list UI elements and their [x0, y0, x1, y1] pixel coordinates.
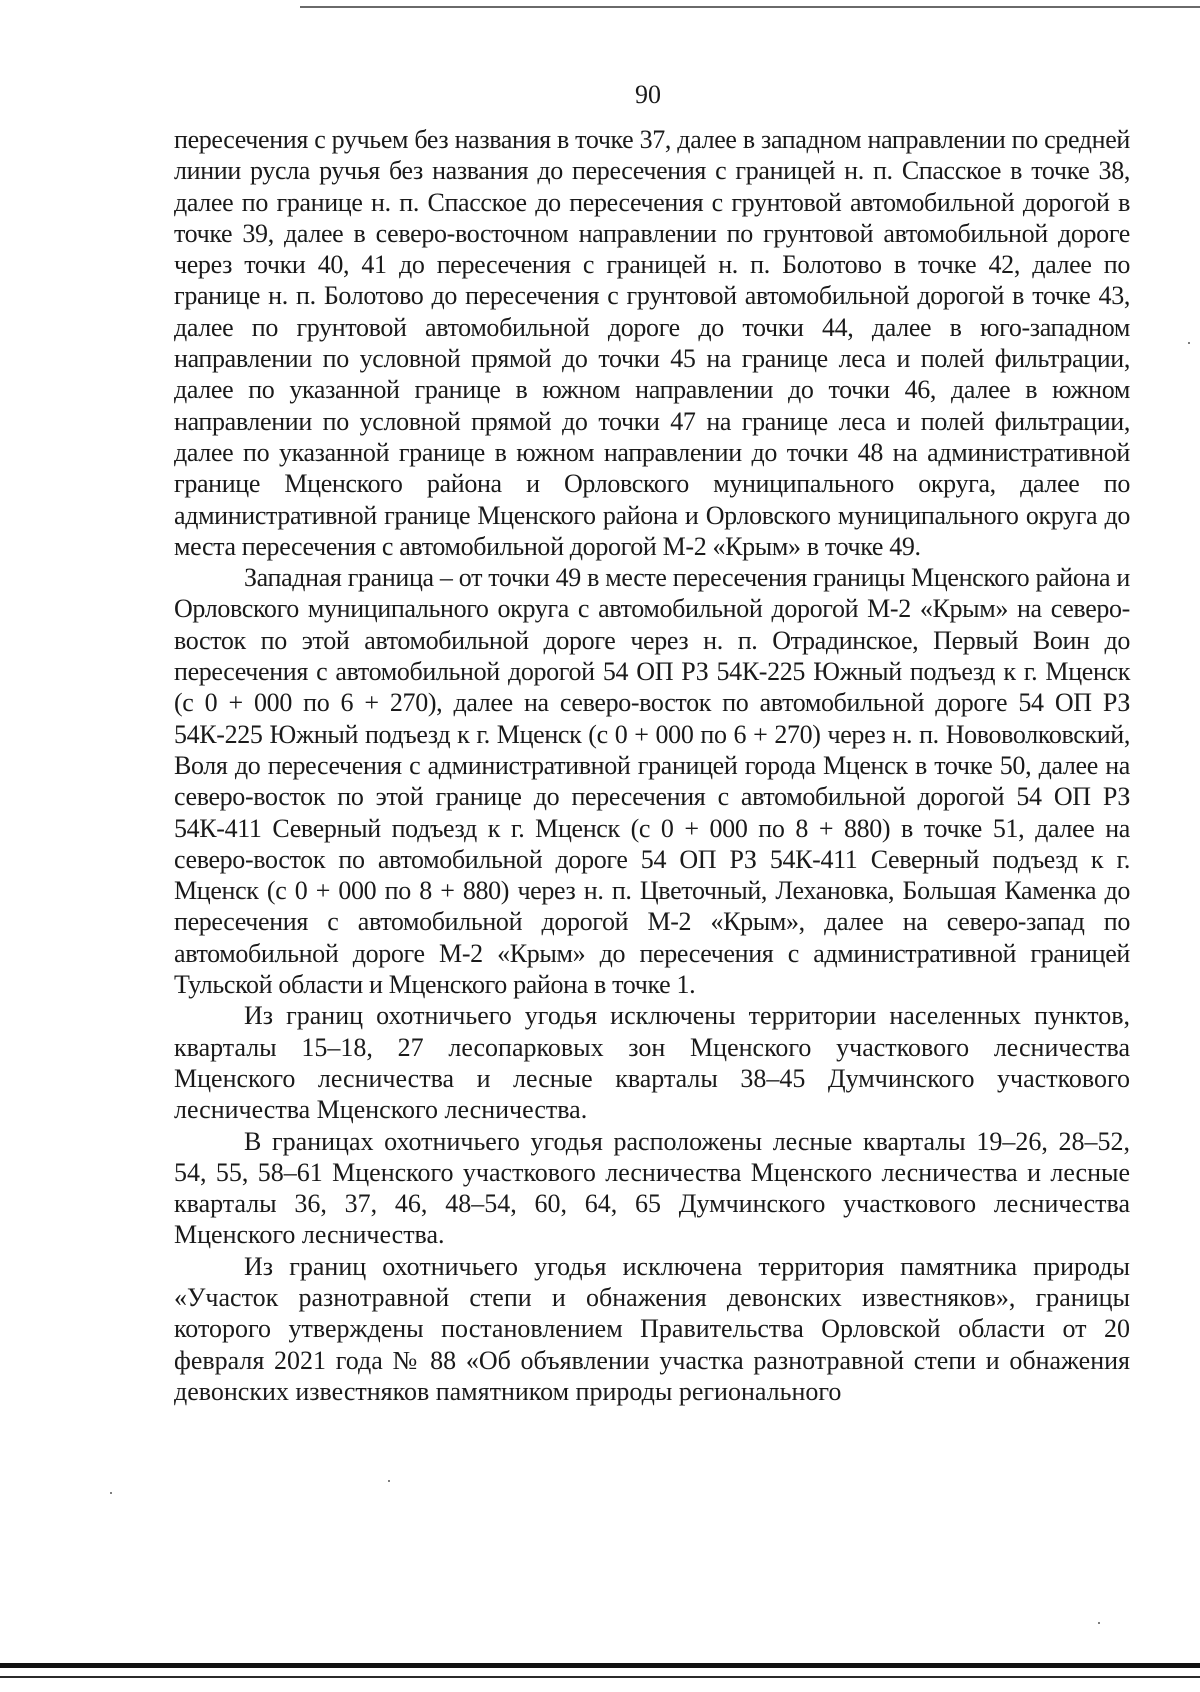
document-body	[174, 124, 1130, 1407]
scan-speck	[110, 1492, 112, 1494]
paragraph-forest-quarters: В границах охотничьего угодья расположены лесные кварталы 19–26, 28–52, 54, 55, 58–61 Мценского участкового лесничества Мценского лесничества и лесные кварталы 36, 37, 46, 48–54, 60, 64, 65 Думчинского участкового лесничества Мценского лесничества.	[174, 1126, 1130, 1250]
paragraph-natural-monument: Из границ охотничьего угодья исключена территория памятника природы «Участок разнотравной степи и обнажения девонских известняков», границы которого утверждены постановлением Правительства Орловской области от 20 февраля 2021 года № 88 «Об объявлении участка разнотравной степи и обнажения девонских известняков памятником природы регионального	[174, 1251, 1130, 1406]
scan-bottom-edge-line	[0, 1663, 1200, 1668]
scan-speck	[1098, 1622, 1100, 1624]
page-number: 90	[635, 80, 661, 109]
scan-speck	[388, 1480, 390, 1482]
paragraph-western-boundary: Западная граница – от точки 49 в месте пересечения границы Мценского района и Орловского муниципального округа с автомобильной дорогой М-2 «Крым» на северо-восток по этой автомобильной дороге через н. п. Отрадинское, Первый Воин до пересечения с автомобильной дорогой 54 ОП РЗ 54К-225 Южный подъезд к г. Мценск (с 0 + 000 по 6 + 270), далее на северо-восток по автомобильной дороге 54 ОП РЗ 54К-225 Южный подъезд к г. Мценск (с 0 + 000 по 6 + 270) через н. п. Нововолковский, Воля до пересечения с административной границей города Мценск в точке 50, далее на северо-восток по этой границе до пересечения с автомобильной дорогой 54 ОП РЗ 54К-411 Северный подъезд к г. Мценск (с 0 + 000 по 8 + 880) в точке 51, далее на северо-восток по автомобильной дороге 54 ОП РЗ 54К-411 Северный подъезд к г. Мценск (с 0 + 000 по 8 + 880) через н. п. Цветочный, Лехановка, Большая Каменка до пересечения с автомобильной дорогой М-2 «Крым», далее на северо-запад по автомобильной дороге М-2 «Крым» до пересечения с административной границей Тульской области и Мценского района в точке 1.	[174, 563, 1130, 1000]
scan-speck	[1188, 342, 1190, 344]
paragraph-boundary-east-south: пересечения с ручьем без названия в точке 37, далее в западном направлении по средней линии русла ручья без названия до пересечения с границей н. п. Спасское в точке 38, далее по границе н. п. Спасское до пересечения с грунтовой автомобильной дорогой в точке 39, далее в северо-восточном направлении по грунтовой автомобильной дороге через точки 40, 41 до пересечения с границей н. п. Болотово в точке 42, далее по границе н. п. Болотово до пересечения с грунтовой автомобильной дорогой в точке 43, далее по грунтовой автомобильной дороге до точки 44, далее в юго-западном направлении по условной прямой до точки 45 на границе леса и полей фильтрации, далее по указанной границе в южном направлении до точки 46, далее в южном направлении по условной прямой до точки 47 на границе леса и полей фильтрации, далее по указанной границе в южном направлении до точки 48 на административной границе Мценского района и Орловского муниципального округа, далее по административной границе Мценского района и Орловского муниципального округа до места пересечения с автомобильной дорогой М-2 «Крым» в точке 49.	[174, 125, 1130, 561]
paragraph-excluded-territories: Из границ охотничьего угодья исключены территории населенных пунктов, кварталы 15–18, 27 лесопарковых зон Мценского участкового лесничества Мценского лесничества и лесные кварталы 38–45 Думчинского участкового лесничества Мценского лесничества.	[174, 1001, 1130, 1125]
scan-bottom-edge-line-secondary	[0, 1676, 1200, 1678]
scan-top-edge-line	[300, 6, 1200, 8]
